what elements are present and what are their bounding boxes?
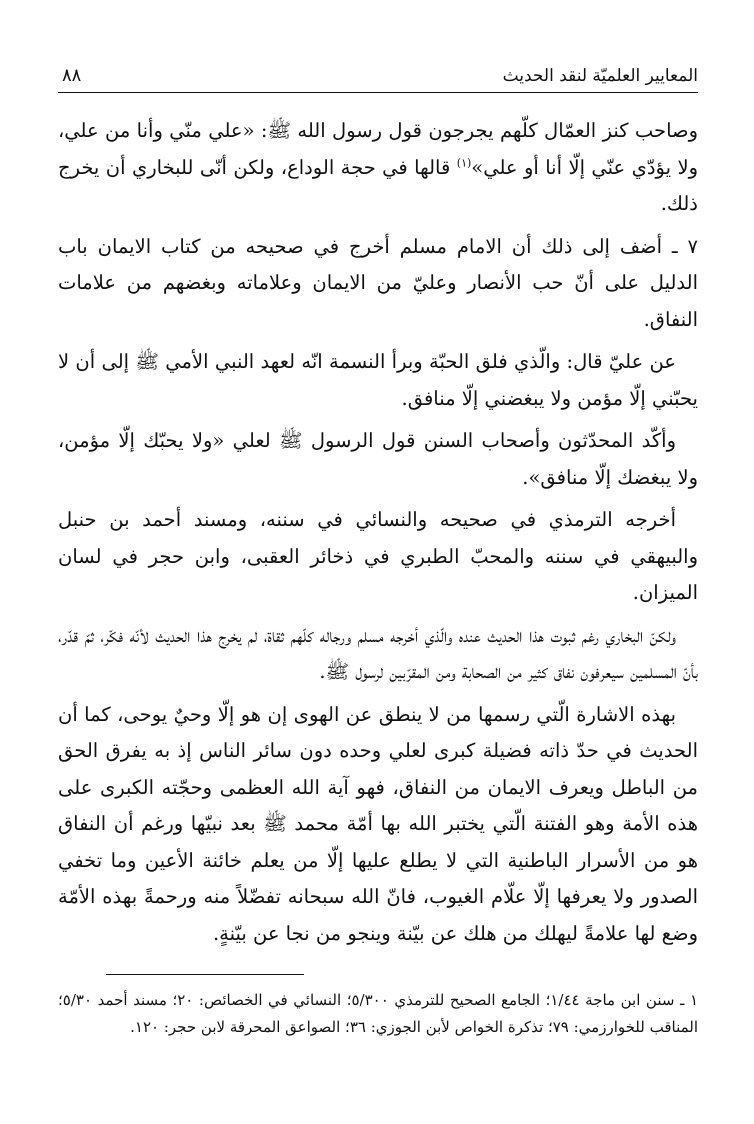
- book-page: [58, 62, 698, 1041]
- page-number: ٨٨: [62, 65, 82, 86]
- running-title: المعايير العلميّة لنقد الحديث: [502, 66, 698, 86]
- paragraph: أخرجه الترمذي في صحيحه والنسائي في سننه، ومسند أحمد بن حنبل والبيهقي في سننه والمحبّ الطبري في ذخائر العقبى، وابن حجر في لسان الميزان.: [58, 508, 698, 604]
- paragraph: وأكّد المحدّثون وأصحاب السنن قول الرسول ﷺ لعلي «ولا يحبّك إلّا مؤمن، ولا يبغضك إلّا منافق».: [58, 429, 698, 489]
- footnote-marker: (١): [456, 156, 472, 169]
- footnote: ١ ـ سنن ابن ماجة ١/٤٤؛ الجامع الصحيح للترمذي ٥/٣٠٠؛ النسائي في الخصائص: ٢٠؛ مسند أحمد ٥/٣٠؛ المناقب للخوارزمي: ٧٩؛ تذكرة الخواص لأبن الجوزي: ٣٦؛ الصواعق المحرقة لابن حجر: ١٢٠.: [58, 991, 698, 1036]
- page-header: [58, 62, 698, 93]
- footnote-separator: [106, 974, 304, 975]
- main-text: [58, 113, 698, 952]
- paragraph: وصاحب كنز العمّال كلّهم يجرجون قول رسول الله ﷺ: «علي منّي وأنا من علي، ولا يؤدّي عنّي إلّا أنا أو علي»$^{(١)}$ قالها في حجة الوداع، ولكن أنّى للبخاري أن يخرج ذلك.: [58, 119, 699, 215]
- paragraph: ٧ ـ أضف إلى ذلك أن الامام مسلم أخرج في صحيحه من كتاب الايمان باب الدليل على أنّ حب الأنصار وعليّ من الايمان وعلاماته وبغضهم من علامات النفاق.: [58, 234, 698, 331]
- paragraph: ولكنّ البخاري رغم ثبوت هذا الحديث عنده والّذي أخرجه مسلم ورجاله كلّهم ثقاة، لم يخرج هذا الحديث لأنّه فكّر، ثمّ قدّر، بأنّ المسلمين سيعرفون نفاق كثير من الصحابة ومن المقرّبين لرسول ﷺ.: [58, 623, 698, 683]
- paragraph: عن عليّ قال: والّذي فلق الحبّة وبرأ النسمة انّه لعهد النبي الأمي ﷺ إلى أن لا يحبّني إلّا مؤمن ولا يبغضني إلّا منافق.: [58, 350, 698, 410]
- paragraph: بهذه الاشارة الّتي رسمها من لا ينطق عن الهوى إن هو إلّا وحيٌ يوحى، كما أن الحديث في حدّ ذاته فضيلة كبرى لعلي وحده دون سائر الناس إذ به يفرق الحق من الباطل ويعرف الايمان من النفاق، فهو آية الله العظمى وحجّته الكبرى على هذه الأمة وهو الفتنة الّتي يختبر الله بها أمّة محمد ﷺ بعد نبيّها ورغم أن النفاق هو من الأسرار الباطنية التي لا يطلع عليها إلّا من يعلم خائنة الأعين وما تخفي الصدور ولا يعرفها إلّا علّام الغيوب، فانّ الله سبحانه تفضّلاً منه ورحمةً بهذه الأمّة وضع لها علامةً ليهلك من هلك عن بيّنة وينجو من نجا عن بيّنةٍ.: [58, 702, 698, 945]
- footnotes: [58, 987, 698, 1041]
